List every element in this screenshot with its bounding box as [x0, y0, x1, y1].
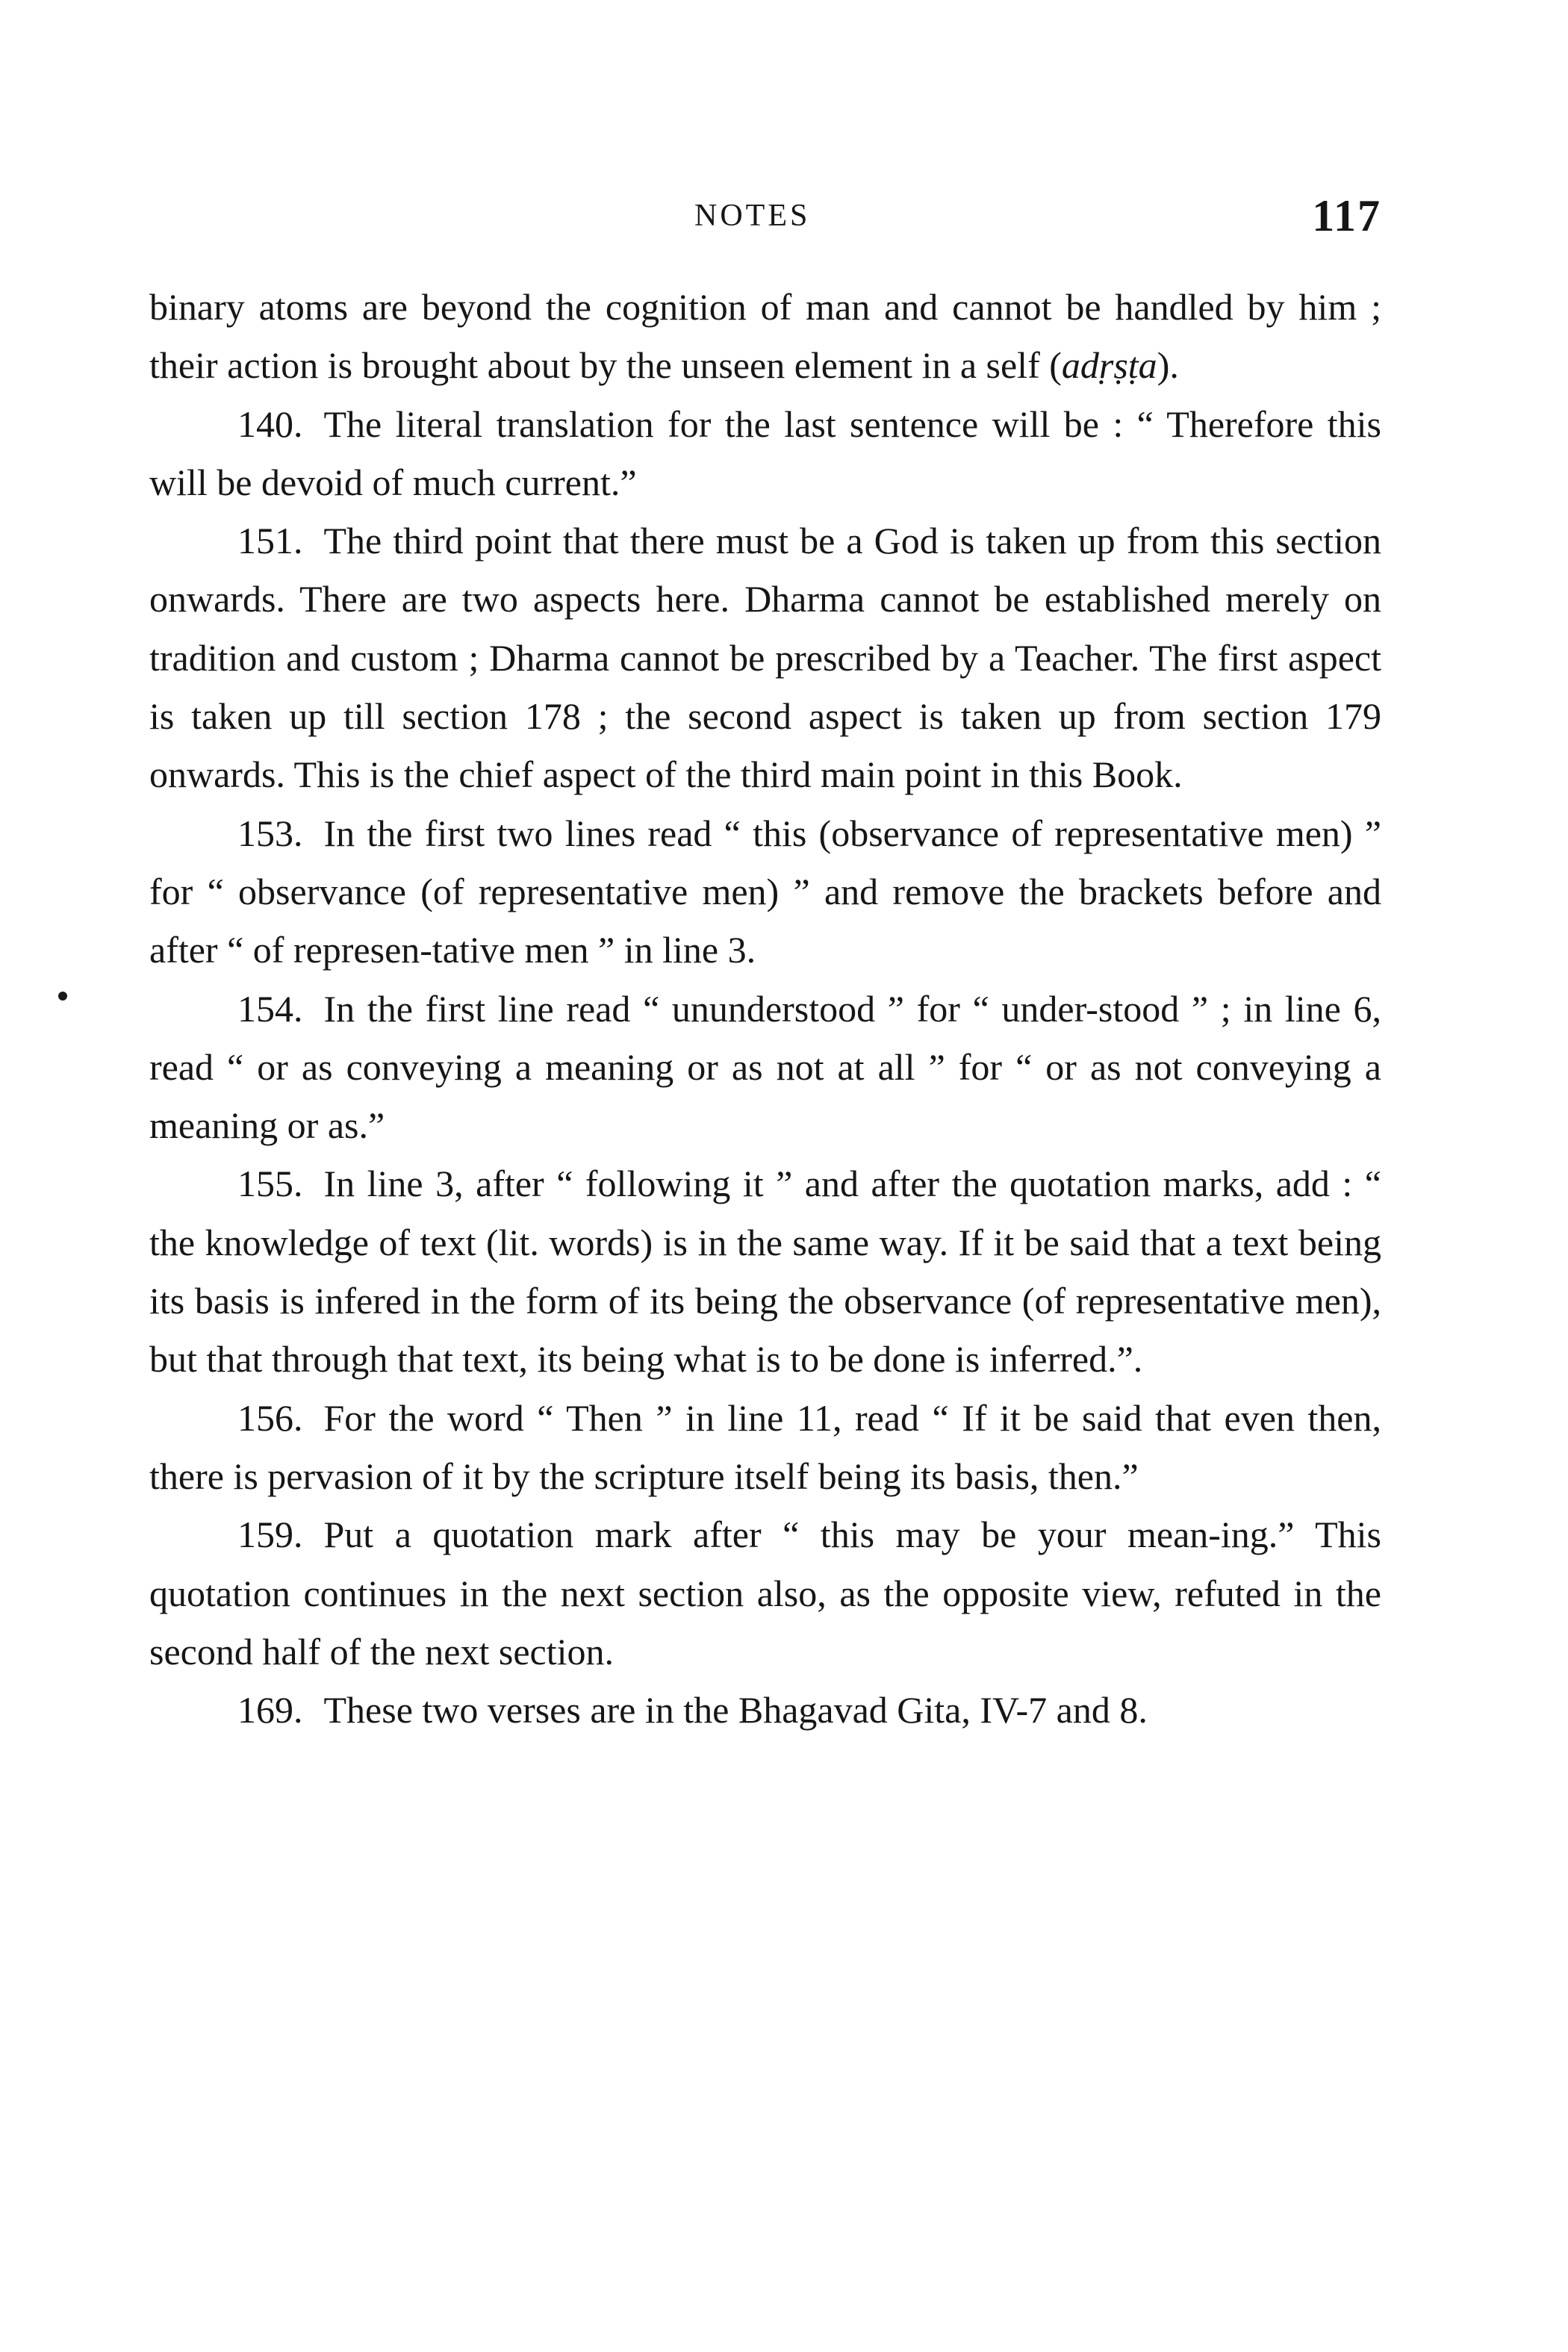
note-number: 153. — [237, 812, 303, 854]
note-number: 140. — [237, 402, 303, 445]
margin-ink-dot — [58, 992, 67, 1001]
note-number: 154. — [237, 987, 303, 1030]
note-number: 169. — [237, 1689, 303, 1732]
note-154 — [149, 980, 1381, 1155]
note-text: Put a quotation mark after “ this may be your mean-ing.” This quotation continues in the next section also, as the opposite view, refuted in the second half of the next section. — [149, 1513, 1381, 1673]
note-italic-term: adṛṣṭa — [1061, 344, 1157, 387]
note-text: binary atoms are beyond the cognition of man and cannot be handled by him ; their action is brought about by the unseen element in a self ( — [149, 286, 1381, 387]
note-156 — [149, 1389, 1381, 1506]
note-169 — [149, 1681, 1381, 1739]
note-text: In the first two lines read “ this (observance of representative men) ” for “ observance (of representative men) ” and remove the brackets before and after “ of represen-tative men ” in line 3. — [149, 812, 1381, 971]
note-text: In line 3, after “ following it ” and after the quotation marks, add : “ the knowledge of text (lit. words) is in the same way. If it be said that a text being its basis is infered in the form of its being the observance (of representative men), but that through that text, its being what is to be done is inferred.”. — [149, 1163, 1381, 1381]
note-text: The literal translation for the last sentence will be : “ Therefore this will be devoid of much current.” — [149, 402, 1381, 503]
note-continuation — [149, 278, 1381, 395]
note-number: 156. — [237, 1396, 303, 1439]
note-text: The third point that there must be a God is taken up from this section onwards. There are two aspects here. Dharma cannot be established merely on tradition and custom ; Dharma cannot be prescribed by a Teacher. The first aspect is taken up till section 178 ; the second aspect is taken up from section 179 onwards. This is the chief aspect of the third main point in this Book. — [149, 520, 1381, 796]
note-text-end: ). — [1157, 344, 1179, 387]
running-title: NOTES — [694, 199, 811, 233]
note-text: These two verses are in the Bhagavad Gita, IV-7 and 8. — [323, 1689, 1148, 1732]
page-number: 117 — [1312, 191, 1381, 240]
note-number: 155. — [237, 1163, 303, 1205]
note-151 — [149, 511, 1381, 803]
note-text: For the word “ Then ” in line 11, read “ If it be said that even then, there is pervasion of it by the scripture itself being its basis, then.” — [149, 1396, 1381, 1497]
note-153 — [149, 804, 1381, 980]
note-155 — [149, 1154, 1381, 1388]
note-number: 159. — [237, 1513, 303, 1556]
notes-body — [149, 278, 1381, 1739]
note-number: 151. — [237, 520, 303, 562]
note-159 — [149, 1505, 1381, 1681]
running-header — [694, 190, 1381, 243]
note-text: In the first line read “ ununderstood ” for “ under-stood ” ; in line 6, read “ or as conveying a meaning or as not at all ” for “ or as not conveying a meaning or as.” — [149, 987, 1381, 1147]
note-140 — [149, 395, 1381, 512]
